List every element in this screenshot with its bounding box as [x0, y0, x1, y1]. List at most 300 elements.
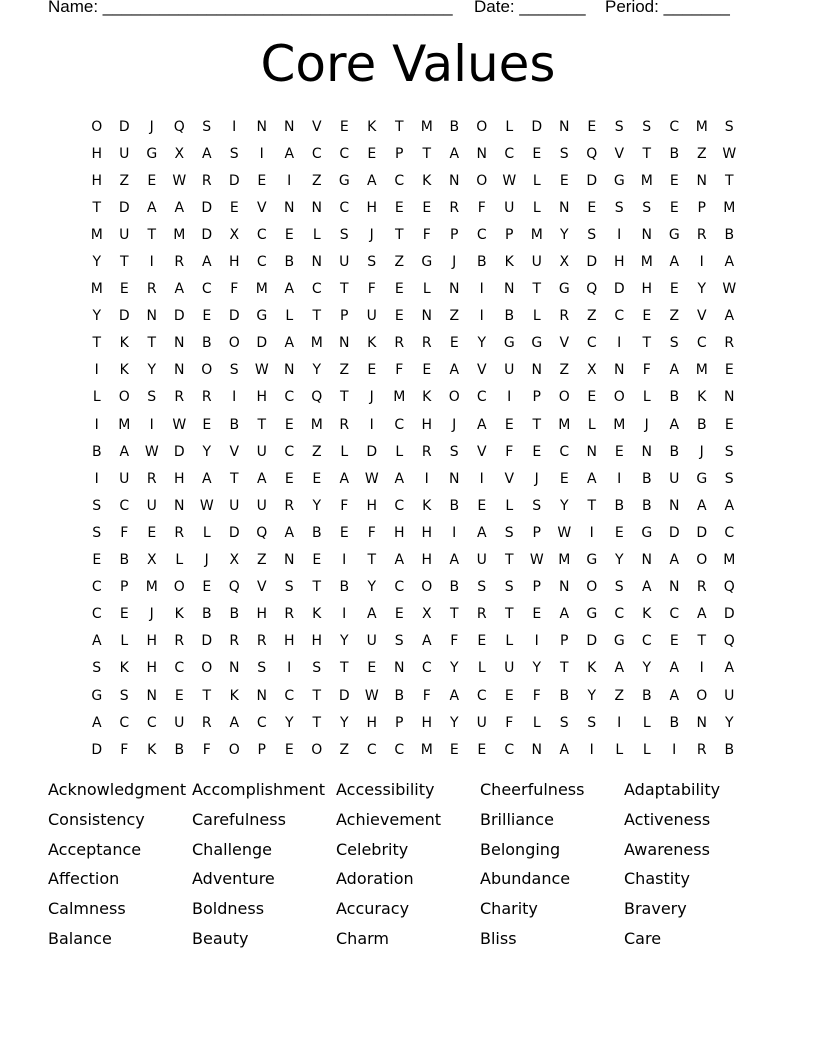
grid-letter: W: [254, 362, 269, 379]
grid-letter: O: [173, 579, 185, 596]
grid-letter: E: [532, 606, 542, 623]
grid-letter: D: [173, 443, 185, 460]
grid-letter: B: [669, 389, 680, 406]
grid-letter: E: [394, 308, 404, 325]
grid-letter: M: [558, 416, 571, 433]
grid-letter: G: [531, 335, 543, 352]
grid-letter: F: [505, 443, 514, 460]
grid-letter: F: [367, 524, 376, 541]
grid-letter: W: [364, 687, 379, 704]
grid-letter: T: [724, 172, 734, 189]
grid-letter: J: [452, 254, 457, 271]
grid-letter: A: [696, 497, 707, 514]
grid-row: [83, 276, 743, 303]
grid-letter: B: [476, 254, 487, 271]
grid-letter: F: [230, 281, 239, 298]
grid-letter: Y: [449, 714, 459, 731]
word-bank-item: Accessibility: [336, 780, 435, 799]
grid-letter: D: [91, 741, 103, 758]
grid-letter: T: [697, 633, 707, 650]
grid-letter: A: [394, 552, 405, 569]
grid-letter: K: [367, 335, 377, 352]
grid-letter: N: [449, 281, 460, 298]
grid-letter: C: [696, 335, 707, 352]
grid-letter: T: [229, 470, 239, 487]
grid-letter: H: [366, 497, 378, 514]
grid-letter: R: [421, 443, 432, 460]
grid-letter: T: [92, 335, 102, 352]
grid-letter: Y: [642, 660, 652, 677]
grid-letter: G: [256, 308, 268, 325]
grid-letter: M: [90, 281, 103, 298]
grid-letter: V: [256, 199, 267, 216]
grid-letter: G: [613, 172, 625, 189]
grid-letter: C: [504, 741, 515, 758]
grid-letter: Y: [559, 497, 569, 514]
grid-letter: U: [504, 362, 515, 379]
grid-letter: I: [94, 416, 99, 433]
grid-letter: T: [339, 660, 349, 677]
grid-letter: T: [257, 416, 267, 433]
grid-letter: C: [504, 145, 515, 162]
grid-letter: S: [147, 389, 157, 406]
grid-letter: G: [641, 524, 653, 541]
grid-letter: E: [532, 145, 542, 162]
grid-letter: B: [669, 443, 680, 460]
grid-letter: N: [146, 308, 157, 325]
grid-letter: R: [174, 524, 185, 541]
grid-letter: B: [174, 741, 185, 758]
grid-letter: C: [201, 281, 212, 298]
grid-letter: A: [586, 470, 597, 487]
grid-letter: L: [505, 497, 514, 514]
grid-letter: C: [119, 714, 130, 731]
grid-letter: R: [559, 308, 570, 325]
grid-letter: Q: [311, 389, 323, 406]
grid-letter: C: [724, 524, 735, 541]
header-fields: [48, 0, 748, 21]
grid-letter: A: [201, 470, 212, 487]
grid-letter: C: [394, 579, 405, 596]
grid-letter: E: [92, 552, 102, 569]
grid-letter: C: [476, 226, 487, 243]
grid-letter: Z: [559, 362, 570, 379]
grid-letter: E: [229, 199, 239, 216]
grid-letter: G: [503, 335, 515, 352]
grid-letter: Z: [449, 308, 460, 325]
grid-letter: N: [669, 497, 680, 514]
grid-row: [83, 492, 743, 519]
grid-letter: H: [228, 254, 240, 271]
word-bank-item: Charm: [336, 928, 389, 948]
grid-letter: R: [201, 389, 212, 406]
grid-letter: O: [476, 118, 488, 135]
grid-letter: N: [586, 443, 597, 460]
grid-row: [83, 601, 743, 628]
grid-letter: Q: [723, 579, 735, 596]
grid-letter: O: [311, 741, 323, 758]
grid-letter: D: [586, 254, 598, 271]
grid-letter: L: [92, 389, 101, 406]
grid-letter: E: [559, 172, 569, 189]
grid-letter: R: [201, 714, 212, 731]
grid-letter: W: [722, 281, 737, 298]
grid-letter: Y: [339, 633, 349, 650]
grid-letter: N: [311, 254, 322, 271]
grid-letter: Z: [339, 362, 350, 379]
grid-letter: O: [613, 389, 625, 406]
grid-letter: V: [559, 335, 570, 352]
grid-letter: C: [284, 389, 295, 406]
word-bank: [48, 778, 788, 957]
grid-row: [83, 411, 743, 438]
grid-letter: S: [724, 443, 734, 460]
grid-letter: N: [531, 741, 542, 758]
grid-row: [83, 547, 743, 574]
grid-letter: J: [644, 416, 649, 433]
grid-letter: L: [532, 714, 541, 731]
grid-letter: P: [395, 714, 404, 731]
grid-row: [83, 682, 743, 709]
grid-letter: J: [149, 118, 154, 135]
grid-row: [83, 655, 743, 682]
grid-letter: Z: [311, 443, 322, 460]
grid-letter: I: [452, 524, 457, 541]
grid-letter: Z: [339, 741, 350, 758]
grid-letter: Y: [449, 660, 459, 677]
grid-letter: M: [173, 226, 186, 243]
grid-letter: N: [559, 579, 570, 596]
grid-letter: N: [284, 199, 295, 216]
grid-letter: H: [421, 552, 433, 569]
grid-letter: B: [449, 497, 460, 514]
grid-letter: W: [722, 145, 737, 162]
grid-letter: E: [284, 226, 294, 243]
grid-letter: K: [119, 362, 129, 379]
grid-letter: F: [395, 362, 404, 379]
grid-letter: R: [146, 281, 157, 298]
grid-letter: R: [174, 633, 185, 650]
grid-letter: N: [641, 552, 652, 569]
word-bank-item: Abundance: [480, 869, 571, 889]
grid-letter: B: [669, 714, 680, 731]
grid-letter: Y: [312, 362, 322, 379]
grid-letter: Y: [477, 335, 487, 352]
grid-letter: F: [505, 714, 514, 731]
grid-letter: R: [146, 470, 157, 487]
grid-letter: Q: [228, 579, 240, 596]
grid-letter: I: [342, 552, 347, 569]
word-bank-item: Consistency: [48, 809, 145, 829]
grid-letter: E: [422, 199, 432, 216]
grid-letter: E: [284, 470, 294, 487]
grid-letter: Y: [312, 497, 322, 514]
grid-letter: T: [587, 497, 597, 514]
grid-letter: A: [284, 335, 295, 352]
grid-letter: K: [229, 687, 239, 704]
grid-letter: S: [614, 199, 624, 216]
grid-letter: C: [394, 172, 405, 189]
grid-row: [83, 628, 743, 655]
grid-letter: M: [118, 416, 131, 433]
grid-letter: E: [174, 687, 184, 704]
grid-letter: C: [586, 335, 597, 352]
grid-letter: J: [204, 552, 209, 569]
grid-letter: U: [669, 470, 680, 487]
word-bank-item: Adoration: [336, 869, 414, 889]
grid-letter: B: [641, 470, 652, 487]
grid-letter: U: [504, 660, 515, 677]
grid-letter: M: [310, 416, 323, 433]
grid-letter: E: [724, 416, 734, 433]
grid-letter: A: [449, 362, 460, 379]
grid-letter: E: [284, 741, 294, 758]
grid-letter: P: [697, 199, 706, 216]
grid-letter: N: [696, 714, 707, 731]
grid-letter: M: [530, 226, 543, 243]
grid-letter: A: [174, 199, 185, 216]
grid-letter: A: [449, 552, 460, 569]
grid-letter: N: [394, 660, 405, 677]
grid-letter: X: [146, 552, 157, 569]
grid-letter: B: [449, 579, 460, 596]
grid-letter: I: [479, 281, 484, 298]
grid-letter: B: [119, 552, 130, 569]
grid-letter: Y: [614, 552, 624, 569]
grid-letter: E: [367, 660, 377, 677]
grid-letter: I: [507, 389, 512, 406]
word-bank-item: Affection: [48, 869, 120, 889]
grid-letter: T: [312, 579, 322, 596]
grid-letter: K: [367, 118, 377, 135]
grid-letter: A: [669, 416, 680, 433]
grid-letter: I: [369, 416, 374, 433]
grid-row: [83, 357, 743, 384]
grid-letter: S: [504, 524, 514, 541]
word-bank-item: Beauty: [192, 928, 249, 948]
grid-letter: H: [366, 199, 378, 216]
grid-letter: K: [422, 172, 432, 189]
grid-letter: E: [504, 416, 514, 433]
grid-letter: F: [120, 741, 129, 758]
grid-letter: H: [421, 714, 433, 731]
grid-letter: Q: [586, 145, 598, 162]
letter-grid: [83, 113, 743, 763]
grid-letter: J: [699, 443, 704, 460]
grid-letter: N: [284, 362, 295, 379]
grid-letter: U: [366, 633, 377, 650]
grid-letter: Y: [339, 714, 349, 731]
grid-letter: U: [476, 552, 487, 569]
grid-letter: T: [92, 199, 102, 216]
grid-letter: T: [422, 145, 432, 162]
grid-letter: O: [558, 389, 570, 406]
grid-letter: P: [532, 524, 541, 541]
grid-letter: H: [421, 416, 433, 433]
grid-letter: Z: [586, 308, 597, 325]
grid-letter: I: [342, 606, 347, 623]
grid-letter: D: [586, 172, 598, 189]
grid-letter: H: [613, 254, 625, 271]
grid-letter: S: [587, 226, 597, 243]
grid-letter: E: [669, 172, 679, 189]
grid-letter: C: [311, 145, 322, 162]
grid-letter: P: [532, 389, 541, 406]
grid-letter: I: [699, 254, 704, 271]
grid-letter: H: [641, 281, 653, 298]
grid-letter: G: [91, 687, 103, 704]
grid-letter: R: [174, 254, 185, 271]
grid-letter: A: [669, 660, 680, 677]
grid-letter: W: [172, 172, 187, 189]
grid-letter: I: [259, 145, 264, 162]
grid-letter: F: [422, 687, 431, 704]
grid-letter: T: [504, 552, 514, 569]
grid-letter: S: [119, 687, 129, 704]
grid-letter: L: [532, 308, 541, 325]
grid-letter: N: [146, 687, 157, 704]
grid-letter: X: [586, 362, 597, 379]
grid-letter: B: [641, 497, 652, 514]
grid-letter: H: [91, 145, 103, 162]
grid-letter: B: [696, 416, 707, 433]
grid-letter: S: [92, 497, 102, 514]
grid-row: [83, 330, 743, 357]
grid-letter: T: [394, 118, 404, 135]
grid-letter: R: [449, 199, 460, 216]
grid-letter: Y: [367, 579, 377, 596]
word-bank-item: Belonging: [480, 839, 561, 859]
grid-letter: K: [642, 606, 652, 623]
grid-letter: A: [394, 470, 405, 487]
grid-letter: K: [147, 741, 157, 758]
grid-letter: H: [311, 633, 323, 650]
grid-letter: U: [366, 308, 377, 325]
grid-letter: D: [668, 524, 680, 541]
grid-letter: O: [228, 335, 240, 352]
grid-letter: L: [505, 118, 514, 135]
grid-letter: D: [228, 172, 240, 189]
grid-letter: T: [339, 389, 349, 406]
grid-letter: E: [367, 362, 377, 379]
grid-letter: Y: [284, 714, 294, 731]
grid-row: [83, 140, 743, 167]
grid-letter: Q: [173, 118, 185, 135]
grid-letter: D: [173, 308, 185, 325]
grid-letter: N: [641, 443, 652, 460]
grid-letter: T: [147, 335, 157, 352]
grid-letter: Y: [587, 687, 597, 704]
grid-letter: N: [174, 362, 185, 379]
grid-letter: I: [617, 226, 622, 243]
grid-letter: A: [229, 714, 240, 731]
grid-letter: N: [256, 687, 267, 704]
grid-letter: S: [339, 226, 349, 243]
grid-letter: E: [147, 524, 157, 541]
grid-letter: P: [120, 579, 129, 596]
grid-letter: R: [696, 741, 707, 758]
grid-letter: N: [174, 497, 185, 514]
grid-letter: T: [147, 226, 157, 243]
grid-letter: W: [364, 470, 379, 487]
grid-letter: P: [340, 308, 349, 325]
grid-letter: B: [201, 606, 212, 623]
grid-letter: A: [284, 524, 295, 541]
grid-letter: N: [724, 389, 735, 406]
grid-letter: B: [724, 226, 735, 243]
grid-letter: R: [256, 633, 267, 650]
grid-letter: U: [476, 714, 487, 731]
grid-letter: M: [420, 741, 433, 758]
grid-letter: O: [448, 389, 460, 406]
grid-letter: A: [476, 524, 487, 541]
grid-letter: H: [91, 172, 103, 189]
grid-letter: N: [311, 199, 322, 216]
grid-letter: B: [641, 687, 652, 704]
word-bank-item: Acknowledgment: [48, 780, 187, 799]
grid-letter: O: [696, 552, 708, 569]
grid-letter: Z: [614, 687, 625, 704]
grid-letter: V: [229, 443, 240, 460]
grid-letter: U: [229, 497, 240, 514]
grid-letter: E: [477, 741, 487, 758]
grid-letter: N: [339, 335, 350, 352]
grid-letter: L: [505, 633, 514, 650]
grid-letter: B: [201, 335, 212, 352]
grid-letter: A: [559, 741, 570, 758]
grid-letter: I: [589, 524, 594, 541]
grid-letter: N: [284, 552, 295, 569]
grid-letter: Z: [311, 172, 322, 189]
grid-letter: K: [119, 660, 129, 677]
grid-row: [83, 736, 743, 763]
grid-letter: R: [696, 226, 707, 243]
grid-letter: C: [421, 660, 432, 677]
grid-letter: D: [201, 199, 213, 216]
grid-letter: A: [174, 281, 185, 298]
grid-letter: H: [421, 524, 433, 541]
grid-letter: S: [257, 660, 267, 677]
grid-letter: U: [119, 145, 130, 162]
grid-letter: A: [696, 606, 707, 623]
grid-letter: R: [174, 389, 185, 406]
grid-letter: O: [696, 687, 708, 704]
grid-letter: S: [614, 579, 624, 596]
grid-letter: X: [174, 145, 185, 162]
grid-letter: N: [614, 362, 625, 379]
grid-letter: A: [669, 552, 680, 569]
grid-letter: A: [724, 497, 735, 514]
grid-letter: Y: [697, 281, 707, 298]
word-bank-item: Celebrity: [336, 839, 409, 859]
grid-letter: N: [256, 118, 267, 135]
grid-letter: O: [476, 172, 488, 189]
grid-letter: B: [614, 497, 625, 514]
grid-letter: M: [255, 281, 268, 298]
grid-letter: R: [284, 497, 295, 514]
grid-letter: T: [504, 606, 514, 623]
grid-letter: Z: [696, 145, 707, 162]
grid-letter: C: [91, 606, 102, 623]
grid-letter: F: [202, 741, 211, 758]
grid-letter: A: [119, 443, 130, 460]
grid-letter: N: [559, 199, 570, 216]
word-bank-item: Bliss: [480, 928, 517, 948]
word-bank-item: Chastity: [624, 869, 690, 889]
grid-row: [83, 248, 743, 275]
word-bank-item: Brilliance: [480, 809, 554, 829]
grid-letter: Z: [669, 308, 680, 325]
